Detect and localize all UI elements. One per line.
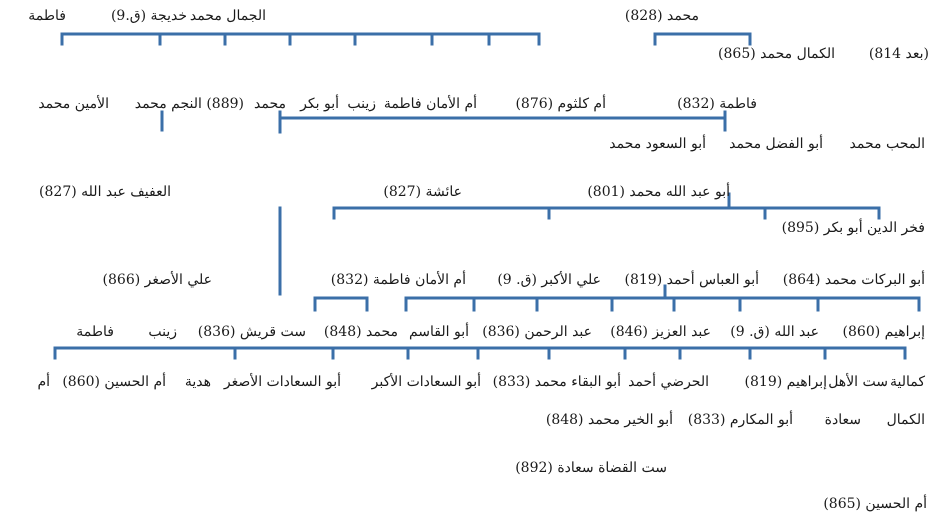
name-label: محمد (848) <box>323 324 398 340</box>
name-label: خديجة (ق.9) <box>110 8 187 24</box>
name-label: عبد الله (ق. 9) <box>730 324 819 340</box>
name-label: أبو السعادات الأكبر <box>371 374 481 390</box>
name-label: ست الأهل <box>828 374 888 390</box>
name-label: سعادة <box>824 412 861 428</box>
name-label: أبو المكارم (833) <box>687 412 793 428</box>
name-label: فاطمة <box>76 324 114 340</box>
name-label: علي الأكبر (ق. 9) <box>497 272 601 288</box>
name-label: عائشة (827) <box>383 184 462 200</box>
name-label: أم كلثوم (876) <box>515 96 606 112</box>
name-label: أبو الفضل محمد <box>729 136 823 152</box>
name-label: زينب <box>148 324 177 340</box>
name-label: الكمال محمد (865) <box>718 46 835 62</box>
name-label: الكمال <box>886 412 925 428</box>
name-label: الأمين محمد <box>38 96 109 112</box>
name-label: أبو السعود محمد <box>609 136 706 152</box>
name-label: ست القضاة سعادة (892) <box>515 460 667 476</box>
name-label: أبو عبد الله محمد (801) <box>587 184 730 200</box>
name-label: المحب محمد <box>849 136 925 152</box>
name-label: كمالية <box>889 374 925 390</box>
name-label: أم الأمان فاطمة <box>383 96 477 112</box>
name-label: محمد (828) <box>624 8 699 24</box>
name-label: أبو البقاء محمد (833) <box>492 374 621 390</box>
name-label: محمد <box>254 96 286 112</box>
name-label: فاطمة (832) <box>677 96 757 112</box>
connector-group <box>55 34 919 358</box>
name-label: عبد العزيز (846) <box>610 324 711 340</box>
name-label: فاطمة <box>28 8 66 24</box>
name-label: العفيف عبد الله (827) <box>39 184 171 200</box>
name-label: (بعد 814) <box>868 46 929 62</box>
name-label: زينب <box>347 96 376 112</box>
name-label: ست قريش (836) <box>197 324 306 340</box>
name-label: إبراهيم (819) <box>744 374 827 390</box>
name-label: أبو القاسم <box>408 324 469 340</box>
name-label: أبو العباس أحمد (819) <box>624 272 759 288</box>
name-label: أبو البركات محمد (864) <box>782 272 925 288</box>
name-label: الجمال محمد <box>189 8 266 24</box>
name-label: أبو بكر <box>300 96 339 112</box>
name-label: علي الأصغر (866) <box>102 272 212 288</box>
name-label: أبو الخير محمد (848) <box>545 412 673 428</box>
name-label: أم <box>37 374 50 390</box>
name-label: فخر الدين أبو بكر (895) <box>781 220 925 236</box>
name-label: عبد الرحمن (836) <box>482 324 592 340</box>
name-label: أم الحسين (865) <box>823 496 927 512</box>
name-label: الحرضي أحمد <box>628 374 709 390</box>
name-label: أم الحسين (860) <box>62 374 166 390</box>
name-label: أم الأمان فاطمة (832) <box>330 272 466 288</box>
name-label: إبراهيم (860) <box>842 324 925 340</box>
name-label: (889) النجم محمد <box>134 96 244 112</box>
name-label: هدية <box>184 374 211 390</box>
name-label: أبو السعادات الأصغر <box>223 374 341 390</box>
